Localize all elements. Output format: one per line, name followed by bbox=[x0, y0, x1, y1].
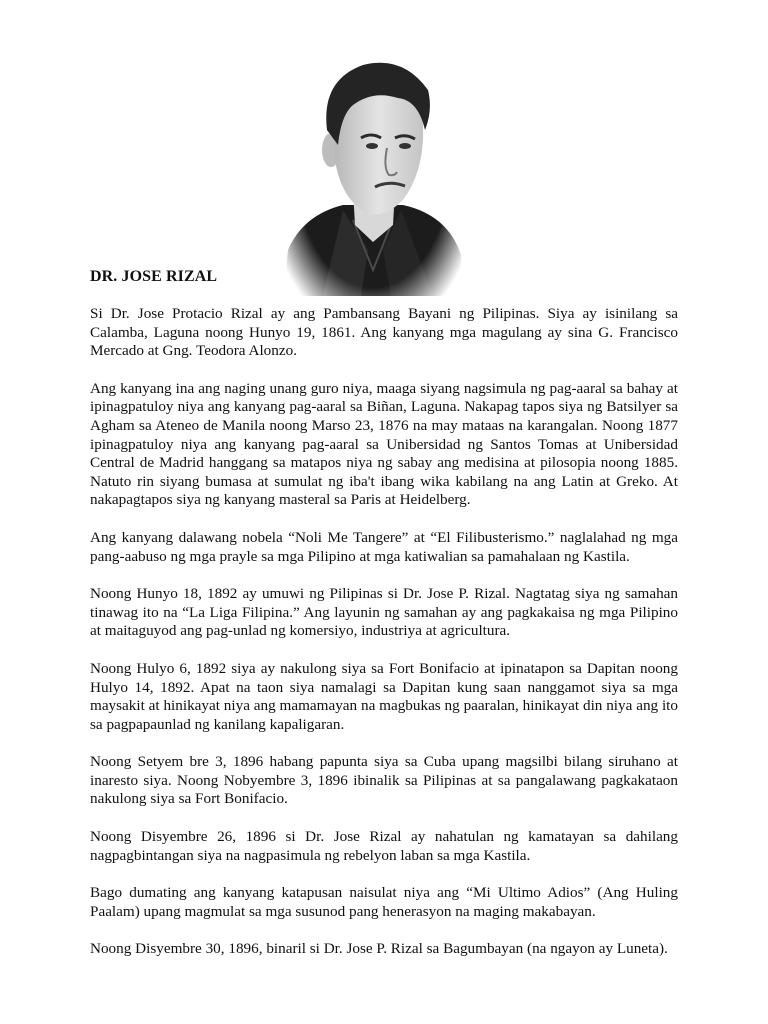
document-body bbox=[90, 305, 678, 978]
paragraph-education: Ang kanyang ina ang naging unang guro niya, maaga siyang nagsimula ng pag-aaral sa bahay at ipinagpatuloy niya ang kanyang pag-aaral sa Biñan, Laguna. Nakapag tapos siya ng Batsilyer sa Agham sa Ateneo de Manila noong Marso 23, 1876 na may mataas na karangalan. Noong 1877 ipinagpatuloy niya ang kanyang pag-aaral sa Unibersidad ng Santos Tomas at Unibersidad Central de Madrid hanggang sa matapos niya ng sabay ang medisina at pilosopia noong 1885. Natuto rin siyang bumasa at sumulat ng iba't ibang wika kabilang na ang Latin at Greko. At nakapagtapos siya ng kanyang masteral sa Paris at Heidelberg. bbox=[90, 379, 678, 509]
portrait-photo bbox=[283, 20, 463, 296]
paragraph-arrest: Noong Setyem bre 3, 1896 habang papunta siya sa Cuba upang magsilbi bilang siruhano at inaresto siya. Noong Nobyembre 3, 1896 ibinalik sa Pilipinas at sa pangalawang pagkakataon nakulong siya sa Fort Bonifacio. bbox=[90, 753, 678, 808]
paragraph-mi-ultimo-adios: Bago dumating ang kanyang katapusan naisulat niya ang “Mi Ultimo Adios” (Ang Huling Paalam) upang magmulat sa mga susunod pang henerasyon na maging makabayan. bbox=[90, 884, 678, 920]
paragraph-dapitan-exile: Noong Hulyo 6, 1892 siya ay nakulong siya sa Fort Bonifacio at ipinatapon sa Dapitan noong Hulyo 14, 1892. Apat na taon siya namalagi sa Dapitan kung saan nanggamot siya sa mga maysakit at hinikayat niya ang mamamayan na magbukas ng paaralan, hinikayat din niya ang ito sa pagpapaunlad ng kanilang kapaligaran. bbox=[90, 659, 678, 733]
paragraph-birth: Si Dr. Jose Protacio Rizal ay ang Pambansang Bayani ng Pilipinas. Siya ay isinilang sa Calamba, Laguna noong Hunyo 19, 1861. Ang kanyang mga magulang ay sina G. Francisco Mercado at Gng. Teodora Alonzo. bbox=[90, 305, 678, 360]
portrait-icon bbox=[283, 20, 463, 296]
paragraph-sentence: Noong Disyembre 26, 1896 si Dr. Jose Rizal ay nahatulan ng kamatayan sa dahilang nagpagbintangan siya na nagpasimula ng rebelyon laban sa mga Kastila. bbox=[90, 828, 678, 864]
paragraph-la-liga-filipina: Noong Hunyo 18, 1892 ay umuwi ng Pilipinas si Dr. Jose P. Rizal. Nagtatag siya ng samahan tinawag ito na “La Liga Filipina.” Ang layunin ng samahan ay ang pagkakaisa ng mga Pilipino at maitaguyod ang pag-unlad ng komersiyo, industriya at agricultura. bbox=[90, 585, 678, 640]
paragraph-execution: Noong Disyembre 30, 1896, binaril si Dr. Jose P. Rizal sa Bagumbayan (na ngayon ay Luneta). bbox=[90, 940, 668, 958]
document-title: DR. JOSE RIZAL bbox=[90, 268, 218, 285]
paragraph-novels: Ang kanyang dalawang nobela “Noli Me Tangere” at “El Filibusterismo.” naglalahad ng mga pang-aabuso ng mga prayle sa mga Pilipino at mga katiwalian sa pamahalaan ng Kastila. bbox=[90, 528, 678, 565]
